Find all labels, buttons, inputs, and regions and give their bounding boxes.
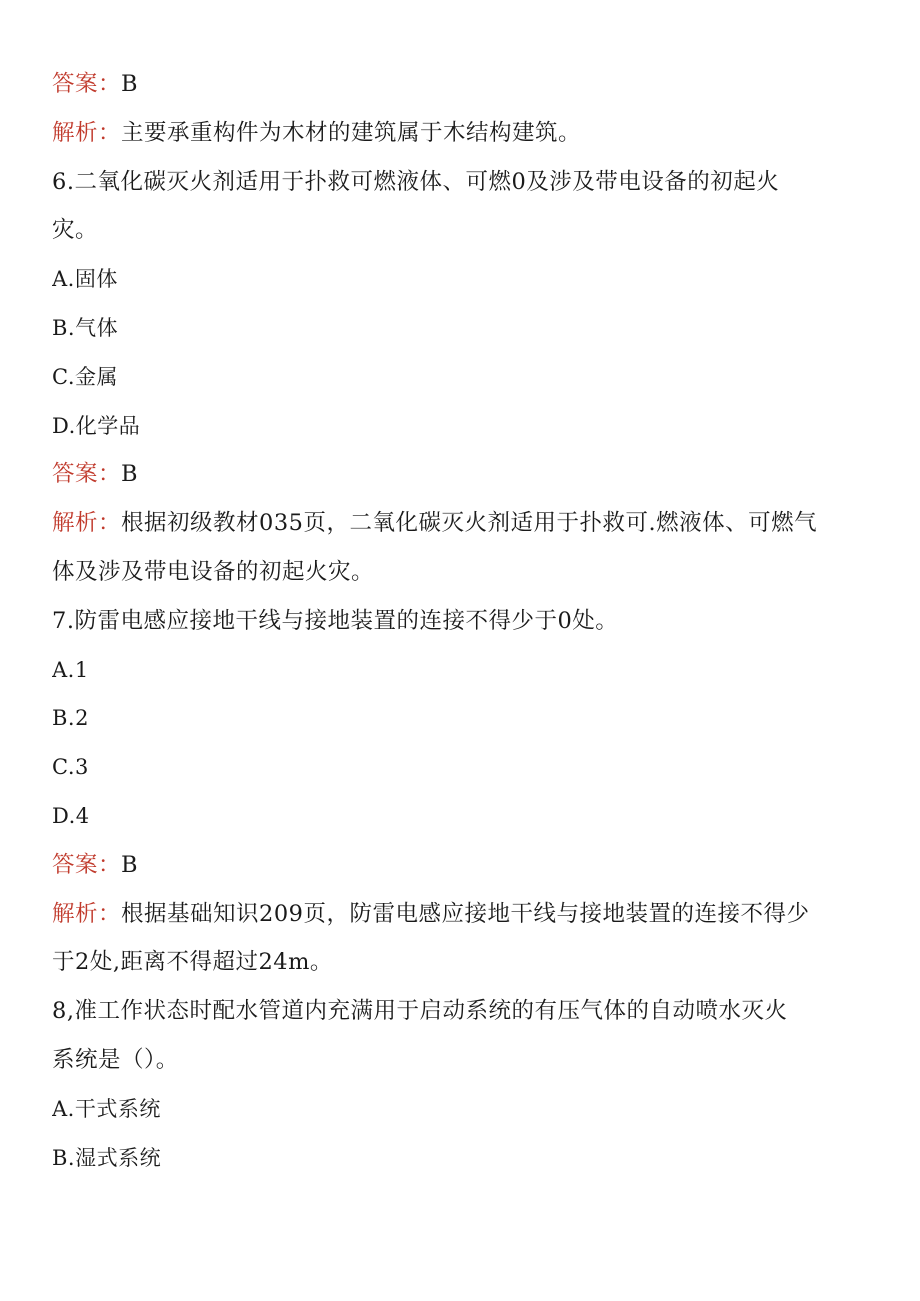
option-c: C.3 <box>52 755 89 780</box>
question-text: 7.防雷电感应接地干线与接地装置的连接不得少于0处。 <box>52 607 619 634</box>
explanation-label: 解析： <box>52 119 122 146</box>
option-a: A.固体 <box>52 267 118 292</box>
answer-line <box>52 841 880 890</box>
explanation-text: 根据基础知识209页，防雷电感应接地干线与接地装置的连接不得少 <box>121 900 810 927</box>
option-d: D.化学品 <box>52 413 141 438</box>
answer-label: 答案： <box>52 71 122 97</box>
question-text: 系统是（）。 <box>52 1046 179 1073</box>
explanation-label: 解析： <box>52 510 122 537</box>
question-text: 6.二氧化碳灭火剂适用于扑救可燃液体、可燃0及涉及带电设备的初起火 <box>52 168 780 195</box>
answer-line <box>52 450 880 499</box>
option-a: A.1 <box>52 657 89 682</box>
explanation-line <box>52 499 880 548</box>
answer-label: 答案： <box>52 851 122 878</box>
explanation-label: 解析： <box>52 900 122 927</box>
option-b: B.气体 <box>52 315 119 340</box>
question-text: 灾。 <box>52 217 99 244</box>
explanation-text: 体及涉及带电设备的初起火灾。 <box>52 558 375 585</box>
option-c: C.金属 <box>52 364 118 389</box>
answer-value: B <box>121 461 139 488</box>
answer-label: 答案： <box>52 461 122 488</box>
question-text: 8,准工作状态时配水管道内充满用于启动系统的有压气体的自动喷水灭火 <box>52 998 788 1025</box>
explanation-text: 根据初级教材035页，二氧化碳灭火剂适用于扑救可.燃液体、可燃气 <box>121 510 818 537</box>
explanation-text: 主要承重构件为木材的建筑属于木结构建筑。 <box>121 119 582 146</box>
explanation-line <box>52 890 880 939</box>
answer-value: B <box>121 71 139 97</box>
option-d: D.4 <box>52 803 90 828</box>
option-a: A.干式系统 <box>52 1096 161 1121</box>
option-b: B.湿式系统 <box>52 1145 162 1170</box>
explanation-line <box>52 109 880 158</box>
option-b: B.2 <box>52 706 89 731</box>
explanation-text: 于2处,距离不得超过24m。 <box>52 949 333 976</box>
answer-line <box>52 60 880 109</box>
answer-value: B <box>121 851 139 878</box>
